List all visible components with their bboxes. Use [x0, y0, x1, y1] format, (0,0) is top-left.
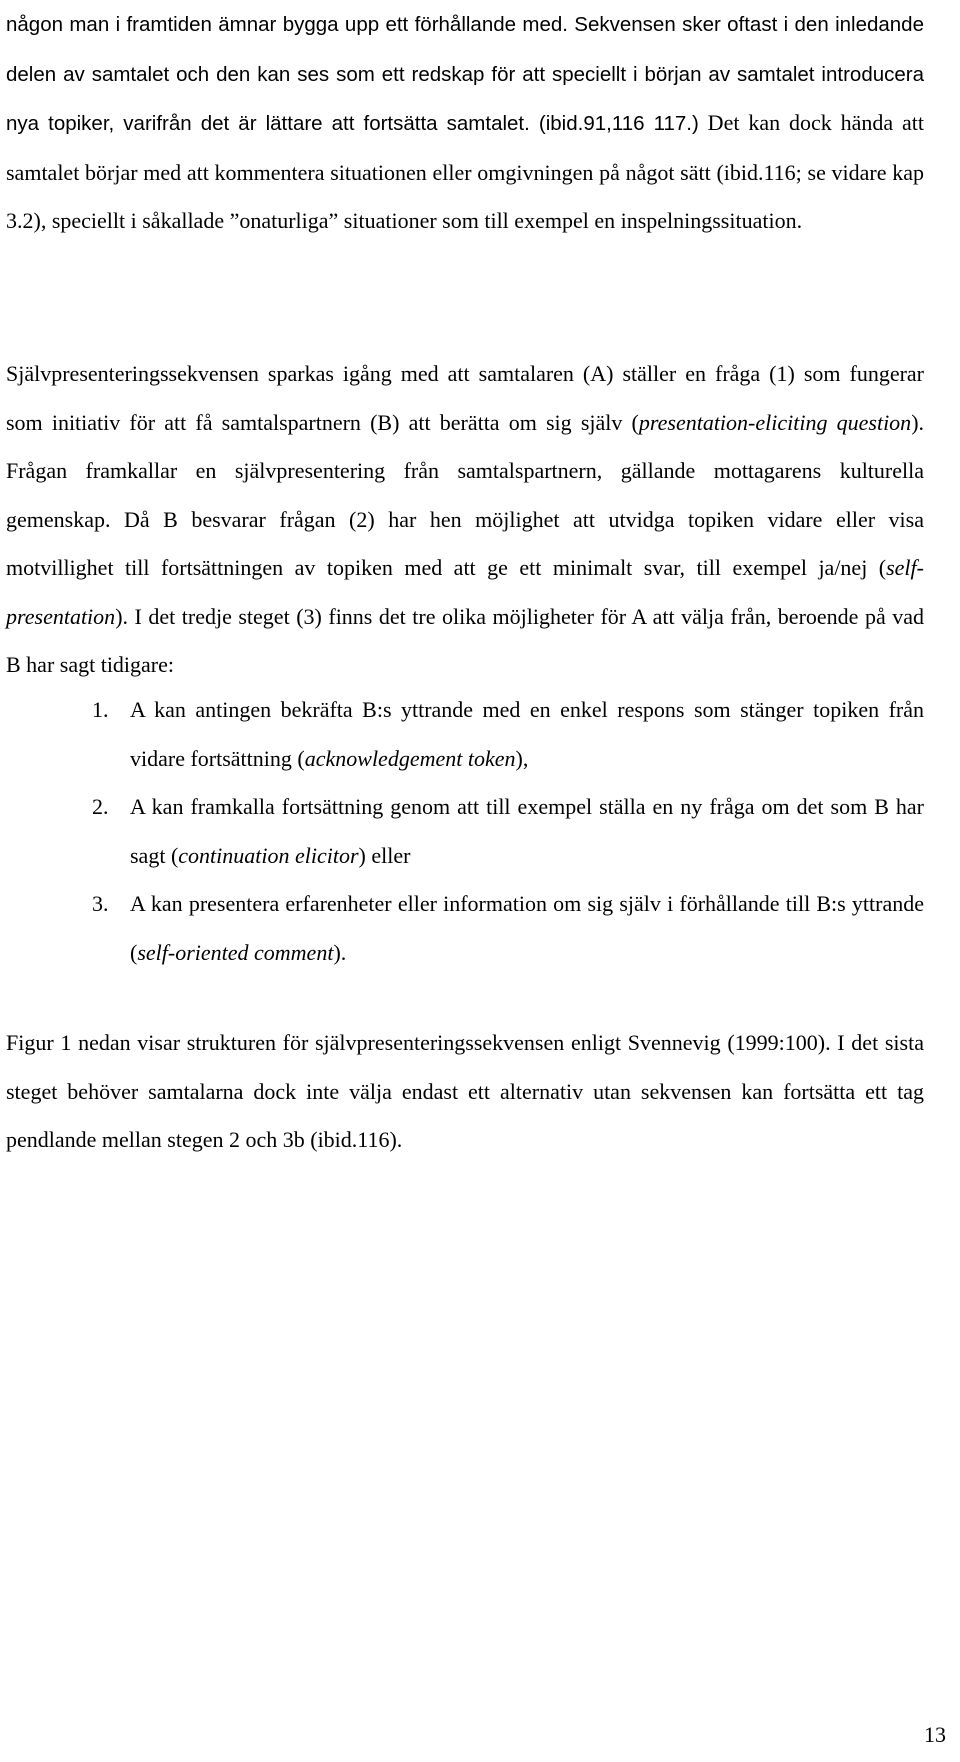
- term-self-oriented-comment: self-oriented comment: [137, 939, 334, 965]
- list-item-text: A kan framkalla fortsättning genom att till exempel ställa en ny fråga om det som B har sagt (: [130, 794, 924, 868]
- list-item-text: A kan antingen bekräfta B:s yttrande med en enkel respons som stänger topiken från vidare fortsättning (: [130, 697, 924, 771]
- list-item-text-end: ) eller: [358, 842, 411, 868]
- paragraph-intro-serif-text: Det kan dock hända att samtalet börjar med att kommentera situationen eller omgivningen på något sätt (ibid.116; se vidare kap 3.2), speciellt i såkallade ”onaturliga” situationer som till exempel en inspelningssituation.: [6, 110, 925, 233]
- term-presentation-eliciting-question: presentation-eliciting question: [638, 409, 912, 435]
- list-item-text: A kan presentera erfarenheter eller information om sig själv i förhållande till B:s yttrande (: [130, 891, 924, 965]
- list-item-number: 1.: [92, 697, 109, 722]
- list-item: [6, 783, 924, 880]
- term-self-presentation: self-presentation: [6, 555, 924, 629]
- term-acknowledgement-token: acknowledgement token: [304, 745, 516, 771]
- paragraph-figure-reference: Figur 1 nedan visar strukturen för självpresenteringssekvensen enligt Svennevig (1999:100). I det sista steget behöver samtalarna dock inte välja endast ett alternativ utan sekvensen kan fortsätta ett tag pendlande mellan stegen 2 och 3b (ibid.116).: [6, 1030, 924, 1152]
- list-item-text-end: ).: [333, 939, 347, 965]
- paragraph-intro-sans-text: någon man i framtiden ämnar bygga upp ett förhållande med. Sekvensen sker oftast i den inledande delen av samtalet och den kan ses som ett redskap för att speciellt i början av samtalet introducera nya topiker, varifrån det är lättare att fortsätta samtalet. (ibid.91,116 117.): [6, 13, 924, 135]
- options-list: [6, 686, 924, 977]
- list-item-text-end: ),: [515, 745, 529, 771]
- list-item-number: 2.: [92, 794, 109, 819]
- page-number: 13: [924, 1722, 946, 1747]
- paragraph-self-presentation-text-3: ). I det tredje steget (3) finns det tre olika möjligheter för A att välja från, beroende på vad B har sagt tidigare:: [6, 603, 924, 677]
- term-continuation-elicitor: continuation elicitor: [178, 842, 359, 868]
- paragraph-intro: [6, 0, 924, 246]
- list-item: [6, 880, 924, 977]
- paragraph-self-presentation-text-1: Självpresenteringssekvensen sparkas igång med att samtalaren (A) ställer en fråga (1) som fungerar som initiativ för att få samtalspartnern (B) att berätta om sig själv (: [6, 361, 924, 435]
- paragraph-self-presentation-text-2: ). Frågan framkallar en självpresentering från samtalspartnern, gällande mottagarens kulturella gemenskap. Då B besvarar frågan (2) har hen möjlighet att utvidga topiken vidare eller visa motvillighet till fortsättningen av topiken med att ge ett minimalt svar, till exempel ja/nej (: [6, 409, 925, 580]
- paragraph-self-presentation: [6, 350, 924, 690]
- list-item: [6, 686, 924, 783]
- list-item-number: 3.: [92, 891, 109, 916]
